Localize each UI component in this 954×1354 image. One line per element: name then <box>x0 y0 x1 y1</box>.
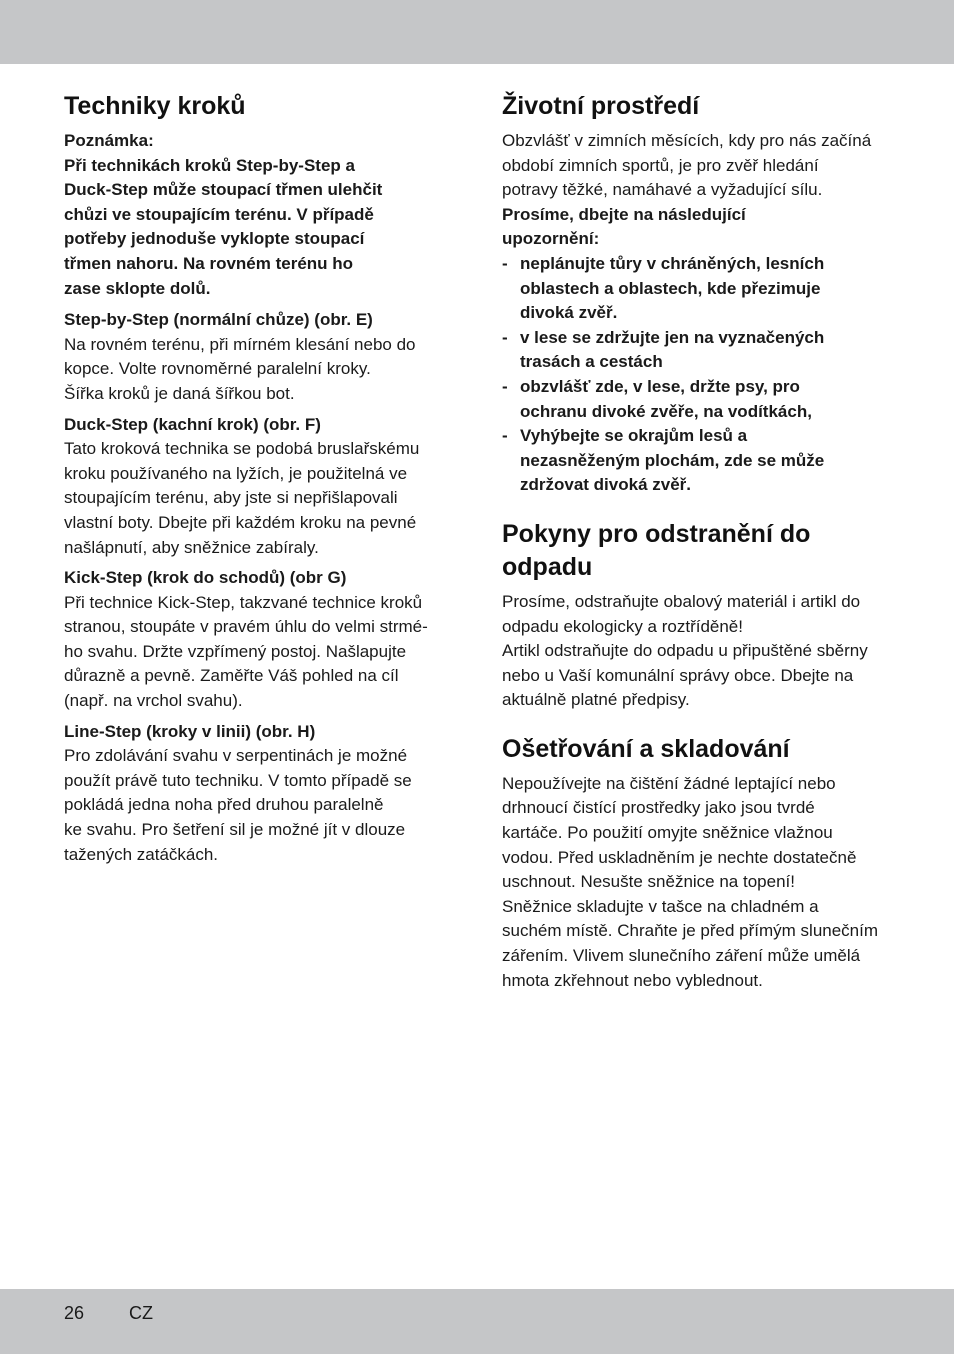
body-line: důrazně a pevně. Zaměřte Váš pohled na cíl <box>64 666 399 686</box>
body-line: stoupajícím terénu, aby jste si nepřišlapovali <box>64 488 398 508</box>
notice-line: Prosíme, dbejte na následující <box>502 204 746 224</box>
left-column <box>64 90 444 867</box>
body-line: vodou. Před uskladněním je nechte dostatečně <box>502 847 857 867</box>
language-code: CZ <box>129 1303 153 1323</box>
body-line: vlastní boty. Dbejte při každém kroku na pevné <box>64 512 417 532</box>
body-line: období zimních sportů, je pro zvěř hledání <box>502 155 819 175</box>
title-line: Pokyny pro odstranění do <box>502 519 811 548</box>
body-line: (např. na vrchol svahu). <box>64 691 243 711</box>
header-band <box>0 0 954 64</box>
bullet-line: neplánujte tůry v chráněných, lesních <box>520 253 825 273</box>
title-line: odpadu <box>502 552 593 581</box>
list-item <box>502 375 897 424</box>
body-line: pokládá jedna noha před druhou paralelně <box>64 795 384 815</box>
note-line: Při technikách kroků Step-by-Step a <box>64 155 355 175</box>
body-line: Tato kroková technika se podobá bruslařskému <box>64 439 420 459</box>
list-item <box>502 252 897 326</box>
environment-bullets <box>502 252 897 498</box>
dash-bullet: - <box>502 426 508 446</box>
technique-heading: Step-by-Step (normální chůze) (obr. E) <box>64 310 373 330</box>
body-line: aktuálně platné předpisy. <box>502 690 690 710</box>
bullet-line: ochranu divoké zvěře, na vodítkách, <box>520 401 812 421</box>
section-title-environment: Životní prostředí <box>502 92 700 120</box>
body-line: kopce. Volte rovnoměrné paralelní kroky. <box>64 359 371 379</box>
section-care-storage <box>502 733 897 993</box>
body-line: kartáče. Po použití omyjte sněžnice vlažnou <box>502 823 833 843</box>
body-line: Artikl odstraňujte do odpadu u připuštěné sběrny <box>502 641 868 661</box>
section-title-step-techniques: Techniky kroků <box>64 92 246 120</box>
section-environment <box>502 90 897 498</box>
bullet-line: v lese se zdržujte jen na vyznačených <box>520 327 825 347</box>
body-line: Při technice Kick-Step, takzvané technice kroků <box>64 592 423 612</box>
bullet-line: divoká zvěř. <box>520 303 618 323</box>
body-line: Sněžnice skladujte v tašce na chladném a <box>502 896 819 916</box>
body-line: použít právě tuto techniku. V tomto případě se <box>64 770 412 790</box>
section-title-disposal <box>502 518 897 584</box>
body-line: ho svahu. Držte vzpřímený postoj. Našlapujte <box>64 641 407 661</box>
technique-heading: Duck-Step (kachní krok) (obr. F) <box>64 414 321 434</box>
technique-line-step <box>64 720 444 868</box>
body-line: potravy těžké, namáhavé a vyžadující sílu. <box>502 180 823 200</box>
body-line: Na rovném terénu, při mírném klesání nebo do <box>64 334 416 354</box>
bullet-line: Vyhýbejte se okrajům lesů a <box>520 426 748 446</box>
list-item <box>502 424 897 498</box>
technique-step-by-step <box>64 308 444 406</box>
note-line: potřeby jednoduše vyklopte stoupací <box>64 229 365 249</box>
bullet-line: trasách a cestách <box>520 352 663 372</box>
body-line: odpadu ekologicky a roztříděně! <box>502 616 743 636</box>
dash-bullet: - <box>502 327 508 347</box>
dash-bullet: - <box>502 253 508 273</box>
right-column <box>502 90 897 993</box>
body-line: Nepoužívejte na čištění žádné leptající nebo <box>502 773 836 793</box>
body-line: zářením. Vlivem slunečního záření může umělá <box>502 946 861 966</box>
body-line: kroku používaného na lyžích, je použitelná ve <box>64 463 408 483</box>
body-line: suchém místě. Chraňte je před přímým slunečním <box>502 921 879 941</box>
note-line: třmen nahoru. Na rovném terénu ho <box>64 253 354 273</box>
body-line: uschnout. Nesušte sněžnice na topení! <box>502 872 795 892</box>
body-line: našlápnutí, aby sněžnice zabíraly. <box>64 537 319 557</box>
bullet-line: nezasněženým plochám, zde se může <box>520 450 825 470</box>
technique-heading: Kick-Step (krok do schodů) (obr G) <box>64 568 347 588</box>
bullet-line: zdržovat divoká zvěř. <box>520 475 692 495</box>
technique-duck-step <box>64 413 444 561</box>
dash-bullet: - <box>502 376 508 396</box>
section-title-care: Ošetřování a skladování <box>502 734 790 763</box>
note-line: zase sklopte dolů. <box>64 278 211 298</box>
technique-kick-step <box>64 566 444 714</box>
note-line: chůzi ve stoupajícím terénu. V případě <box>64 204 374 224</box>
bullet-line: obzvlášť zde, v lese, držte psy, pro <box>520 376 800 396</box>
body-line: nebo u Vaší komunální správy obce. Dbejte na <box>502 665 854 685</box>
body-line: stranou, stoupáte v pravém úhlu do velmi strmé- <box>64 617 428 637</box>
note-line: Duck-Step může stoupací třmen ulehčit <box>64 180 383 200</box>
body-line: tažených zatáčkách. <box>64 844 219 864</box>
body-line: ke svahu. Pro šetření sil je možné jít v dlouze <box>64 820 406 840</box>
body-line: Prosíme, odstraňujte obalový materiál i artikl do <box>502 591 861 611</box>
list-item <box>502 326 897 375</box>
notice-line: upozornění: <box>502 229 600 249</box>
technique-heading: Line-Step (kroky v linii) (obr. H) <box>64 721 316 741</box>
body-line: Obzvlášť v zimních měsících, kdy pro nás začíná <box>502 131 872 150</box>
page-number: 26 <box>64 1303 85 1323</box>
body-line: Šířka kroků je daná šířkou bot. <box>64 383 295 403</box>
body-line: Pro zdolávání svahu v serpentinách je možné <box>64 746 408 766</box>
section-disposal <box>502 518 897 713</box>
body-line: hmota zkřehnout nebo vyblednout. <box>502 970 763 990</box>
note-label: Poznámka: <box>64 131 154 150</box>
bullet-line: oblastech a oblastech, kde přezimuje <box>520 278 821 298</box>
body-line: drhnoucí čistící prostředky jako jsou tvrdé <box>502 798 815 818</box>
